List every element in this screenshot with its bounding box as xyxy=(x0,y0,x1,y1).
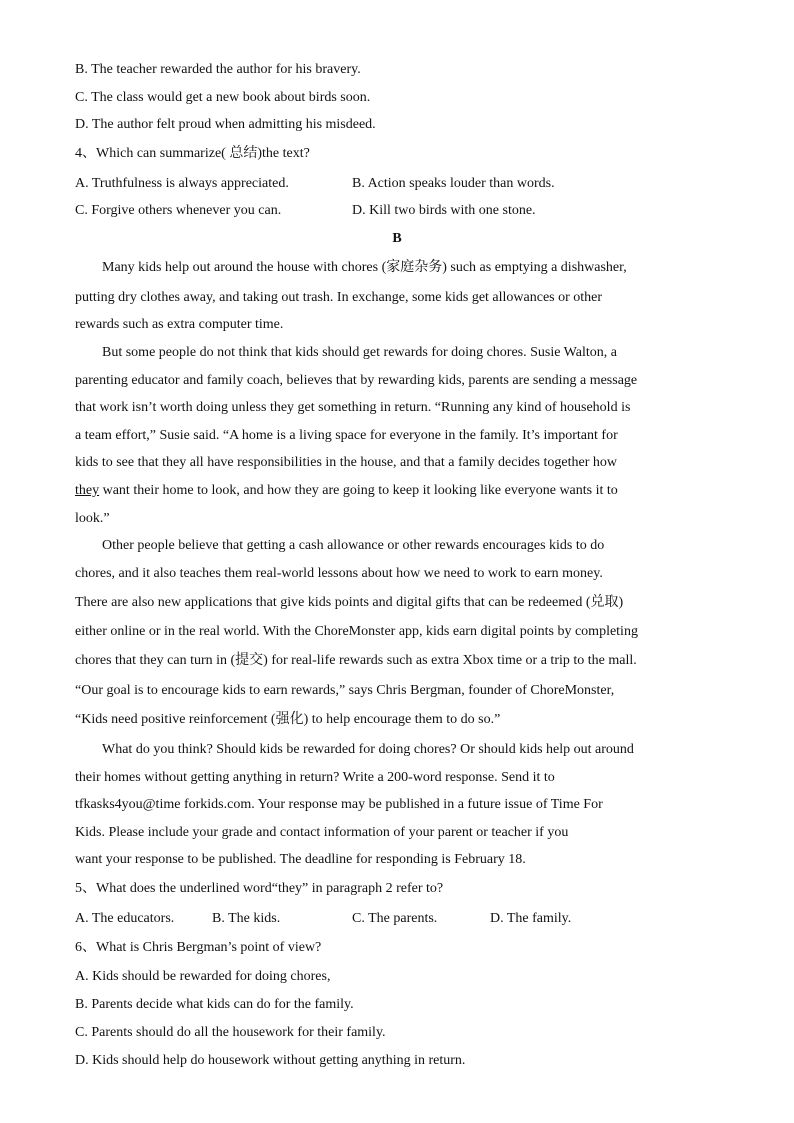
p3-line-2: chores, and it also teaches them real-world lessons about how we need to work to earn money. xyxy=(75,566,603,581)
q3-option-b: B. The teacher rewarded the author for his bravery. xyxy=(75,62,361,77)
p2-line-6-rest: want their home to look, and how they are going to keep it looking like everyone wants it to xyxy=(99,483,618,498)
q6-option-b: B. Parents decide what kids can do for the family. xyxy=(75,997,354,1012)
q6-question: 6、What is Chris Bergman’s point of view? xyxy=(75,940,322,955)
q6-option-a: A. Kids should be rewarded for doing chores, xyxy=(75,969,331,984)
p2-line-4: a team effort,” Susie said. “A home is a living space for everyone in the family. It’s important for xyxy=(75,428,618,443)
p2-line-7: look.” xyxy=(75,511,110,526)
p2-line-6 xyxy=(75,482,725,500)
q5-option-b: B. The kids. xyxy=(212,911,281,926)
underlined-word-they: they xyxy=(75,483,100,498)
p3-line-1: Other people believe that getting a cash allowance or other rewards encourages kids to do xyxy=(102,538,605,553)
p1-line-2: putting dry clothes away, and taking out trash. In exchange, some kids get allowances or other xyxy=(75,290,603,305)
p3-line-7: “Kids need positive reinforcement (强化) to help encourage them to do so.” xyxy=(75,712,501,727)
p2-line-2: parenting educator and family coach, believes that by rewarding kids, parents are sending a message xyxy=(75,373,638,388)
q4-option-d: D. Kill two birds with one stone. xyxy=(352,203,536,218)
q5-option-a: A. The educators. xyxy=(75,911,175,926)
p4-line-3: tfkasks4you@time forkids.com. Your response may be published in a future issue of Time For xyxy=(75,797,603,812)
p1-line-1: Many kids help out around the house with chores (家庭杂务) such as emptying a dishwasher, xyxy=(102,260,627,275)
q4-option-b: B. Action speaks louder than words. xyxy=(352,176,555,191)
q5-option-c: C. The parents. xyxy=(352,911,438,926)
p4-line-2: their homes without getting anything in return? Write a 200-word response. Send it to xyxy=(75,770,555,785)
p4-line-4: Kids. Please include your grade and contact information of your parent or teacher if you xyxy=(75,825,569,840)
q3-option-c: C. The class would get a new book about birds soon. xyxy=(75,90,371,105)
p3-line-6: “Our goal is to encourage kids to earn rewards,” says Chris Bergman, founder of ChoreMonster, xyxy=(75,683,615,698)
q6-option-d: D. Kids should help do housework without getting anything in return. xyxy=(75,1053,466,1068)
q5-question: 5、What does the underlined word“they” in paragraph 2 refer to? xyxy=(75,881,444,896)
p2-line-1: But some people do not think that kids should get rewards for doing chores. Susie Walton, a xyxy=(102,345,617,360)
p2-line-5: kids to see that they all have responsibilities in the house, and that a family decides together how xyxy=(75,455,617,470)
q3-option-d: D. The author felt proud when admitting his misdeed. xyxy=(75,117,376,132)
p3-line-5: chores that they can turn in (提交) for real-life rewards such as extra Xbox time or a trip to the mall. xyxy=(75,653,637,668)
p4-line-1: What do you think? Should kids be rewarded for doing chores? Or should kids help out around xyxy=(102,742,634,757)
p2-line-3: that work isn’t worth doing unless they get something in return. “Running any kind of household is xyxy=(75,400,631,415)
q4-question: 4、Which can summarize( 总结)the text? xyxy=(75,146,310,161)
q4-option-a: A. Truthfulness is always appreciated. xyxy=(75,176,289,191)
p3-line-3: There are also new applications that give kids points and digital gifts that can be redeemed (兑取) xyxy=(75,595,624,610)
section-b-title: B xyxy=(392,231,402,246)
p4-line-5: want your response to be published. The deadline for responding is February 18. xyxy=(75,852,526,867)
q5-option-d: D. The family. xyxy=(490,911,572,926)
q6-option-c: C. Parents should do all the housework for their family. xyxy=(75,1025,386,1040)
p1-line-3: rewards such as extra computer time. xyxy=(75,317,284,332)
p3-line-4: either online or in the real world. With the ChoreMonster app, kids earn digital points by completing xyxy=(75,624,638,639)
q4-option-c: C. Forgive others whenever you can. xyxy=(75,203,282,218)
